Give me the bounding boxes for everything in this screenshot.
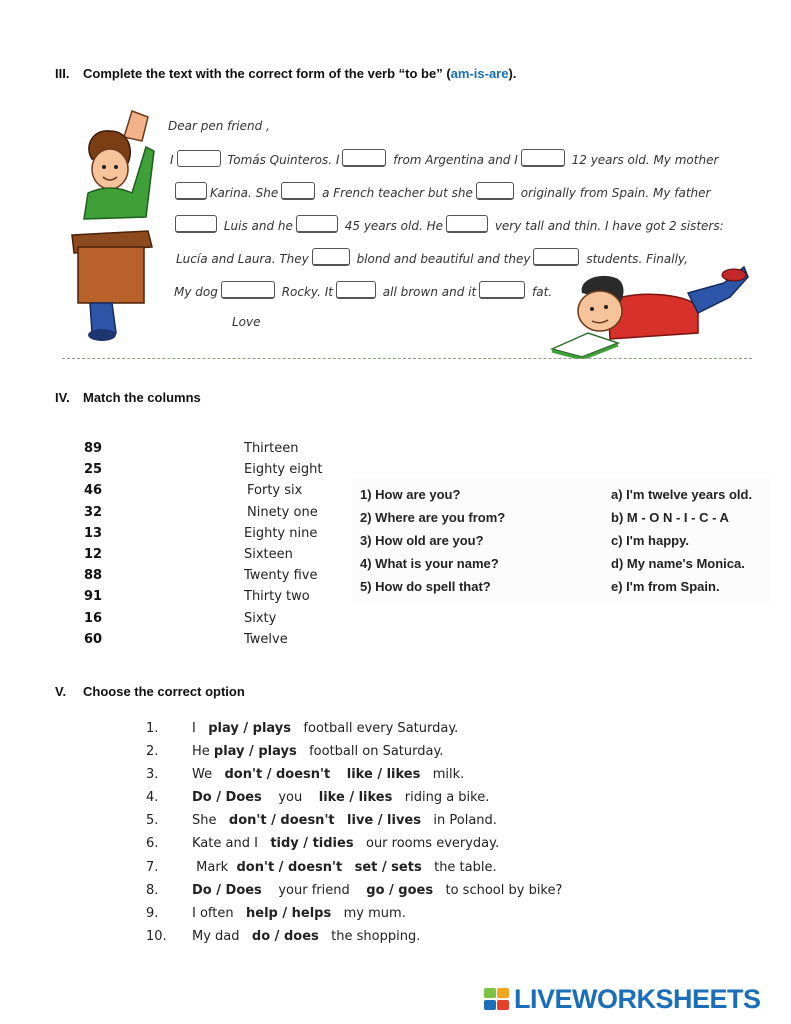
- question-item[interactable]: 5) How do spell that?: [360, 579, 491, 594]
- number-item[interactable]: 60: [84, 631, 103, 647]
- option-row-5: 5. She don't / doesn't live / lives in Poland.: [146, 813, 497, 829]
- section-3-heading: [55, 66, 516, 81]
- word-item[interactable]: Twenty five: [244, 568, 318, 584]
- section-4-title: Match the columns: [83, 390, 201, 405]
- section-5-numeral: V.: [55, 684, 67, 699]
- blank-14[interactable]: [479, 281, 525, 299]
- letter-greeting: Dear pen friend ,: [168, 119, 270, 133]
- option-row-6: 6. Kate and I tidy / tidies our rooms everyday.: [146, 836, 500, 852]
- choice-2[interactable]: live / lives: [347, 813, 421, 829]
- answer-item[interactable]: a) I'm twelve years old.: [611, 487, 753, 502]
- words-column: [244, 438, 322, 650]
- blank-8[interactable]: [296, 215, 338, 233]
- section-4-heading: [55, 390, 201, 405]
- answer-item[interactable]: b) M - O N - I - C - A: [611, 510, 729, 525]
- choice-2[interactable]: go / goes: [366, 882, 434, 898]
- number-item[interactable]: 32: [84, 504, 103, 520]
- choice-2[interactable]: set / sets: [354, 859, 422, 875]
- option-row-3: 3. We don't / doesn't like / likes milk.: [146, 767, 465, 783]
- verb-forms-highlight: am-is-are: [450, 66, 509, 81]
- letter-line-5: My dog Rocky. It all brown and it fat.: [174, 281, 552, 299]
- choice-1[interactable]: don't / doesn't: [236, 859, 343, 875]
- blank-4[interactable]: [175, 182, 207, 200]
- blank-1[interactable]: [177, 150, 221, 167]
- option-row-2: 2. He play / plays football on Saturday.: [146, 744, 444, 760]
- numbers-column: [84, 438, 102, 650]
- question-item[interactable]: 3) How old are you?: [360, 533, 484, 548]
- number-item[interactable]: 12: [84, 546, 103, 562]
- blank-2[interactable]: [342, 149, 386, 167]
- word-item[interactable]: Forty six: [247, 483, 303, 499]
- number-item[interactable]: 16: [84, 610, 103, 626]
- question-item[interactable]: 4) What is your name?: [360, 556, 499, 571]
- question-item[interactable]: 1) How are you?: [360, 487, 461, 502]
- choice-1[interactable]: tidy / tidies: [270, 836, 354, 852]
- section-5-title: Choose the correct option: [83, 684, 245, 699]
- choice-1[interactable]: don't / doesn't: [228, 813, 335, 829]
- word-item[interactable]: Thirty two: [244, 589, 310, 605]
- section-3-title: Complete the text with the correct form of the verb “to be” (am-is-are).: [83, 66, 517, 81]
- pen-friend-letter: [62, 103, 752, 359]
- option-row-1: 1. I play / plays football every Saturday.: [146, 721, 459, 736]
- letter-closing: Love: [232, 315, 261, 329]
- answers-column: [611, 484, 752, 599]
- choice-1[interactable]: play / plays: [213, 744, 297, 760]
- answer-item[interactable]: e) I'm from Spain.: [611, 579, 720, 594]
- choice-2[interactable]: like / likes: [318, 790, 393, 806]
- questions-column: [360, 484, 505, 599]
- choice-1[interactable]: Do / Does: [192, 790, 262, 806]
- blank-12[interactable]: [221, 281, 275, 299]
- blank-13[interactable]: [336, 281, 376, 299]
- number-item[interactable]: 25: [84, 462, 103, 478]
- choice-1[interactable]: do / does: [251, 928, 319, 944]
- blank-6[interactable]: [476, 182, 514, 200]
- number-item[interactable]: 13: [84, 525, 103, 541]
- word-item[interactable]: Sixty: [244, 610, 277, 626]
- number-item[interactable]: 88: [84, 568, 103, 584]
- word-item[interactable]: Thirteen: [244, 441, 299, 456]
- section-4-numeral: IV.: [55, 390, 70, 405]
- logo-text: LIVEWORKSHEETS: [514, 983, 761, 1014]
- options-list: [146, 717, 562, 948]
- number-item[interactable]: 89: [84, 441, 103, 456]
- option-row-4: 4. Do / Does you like / likes riding a bike.: [146, 790, 490, 806]
- letter-divider: [62, 358, 752, 359]
- question-item[interactable]: 2) Where are you from?: [360, 510, 506, 525]
- liveworksheets-logo[interactable]: [484, 984, 761, 1014]
- letter-line-4: Lucía and Laura. They blond and beautiful and they students. Finally,: [176, 248, 688, 266]
- answer-item[interactable]: d) My name's Monica.: [611, 556, 745, 571]
- answer-item[interactable]: c) I'm happy.: [611, 533, 689, 548]
- word-item[interactable]: Eighty nine: [244, 525, 318, 541]
- letter-line-3: Luis and he 45 years old. He very tall and thin. I have got 2 sisters:: [172, 215, 724, 233]
- word-item[interactable]: Ninety one: [247, 504, 318, 520]
- blank-9[interactable]: [446, 215, 488, 233]
- blank-5[interactable]: [281, 182, 315, 200]
- choice-1[interactable]: don't / doesn't: [224, 767, 331, 783]
- word-item[interactable]: Sixteen: [244, 546, 293, 562]
- blank-10[interactable]: [312, 248, 350, 266]
- number-item[interactable]: 46: [84, 483, 103, 499]
- boy-reading-illustration: [548, 263, 752, 359]
- option-row-8: 8. Do / Does your friend go / goes to school by bike?: [146, 882, 563, 898]
- word-item[interactable]: Twelve: [244, 631, 288, 647]
- letter-line-1: I Tomás Quinteros. I from Argentina and I 12 years old. My mother: [170, 149, 718, 167]
- blank-7[interactable]: [175, 215, 217, 233]
- choice-2[interactable]: like / likes: [346, 767, 421, 783]
- section-3-numeral: III.: [55, 66, 70, 81]
- number-item[interactable]: 91: [84, 589, 103, 605]
- choice-1[interactable]: Do / Does: [192, 882, 262, 898]
- section-5-heading: [55, 684, 245, 699]
- boy-at-desk-illustration: [62, 107, 162, 343]
- letter-line-2: Karina. She a French teacher but she originally from Spain. My father: [172, 182, 710, 200]
- option-row-9: 9. I often help / helps my mum.: [146, 905, 406, 921]
- blank-3[interactable]: [521, 149, 565, 167]
- option-row-7: 7. Mark don't / doesn't set / sets the table.: [146, 859, 497, 875]
- option-row-10: 10. My dad do / does the shopping.: [146, 928, 421, 944]
- choice-1[interactable]: help / helps: [246, 905, 332, 921]
- liveworksheets-logo-icon: [484, 986, 510, 1012]
- word-item[interactable]: Eighty eight: [244, 462, 323, 478]
- choice-1[interactable]: play / plays: [208, 721, 292, 736]
